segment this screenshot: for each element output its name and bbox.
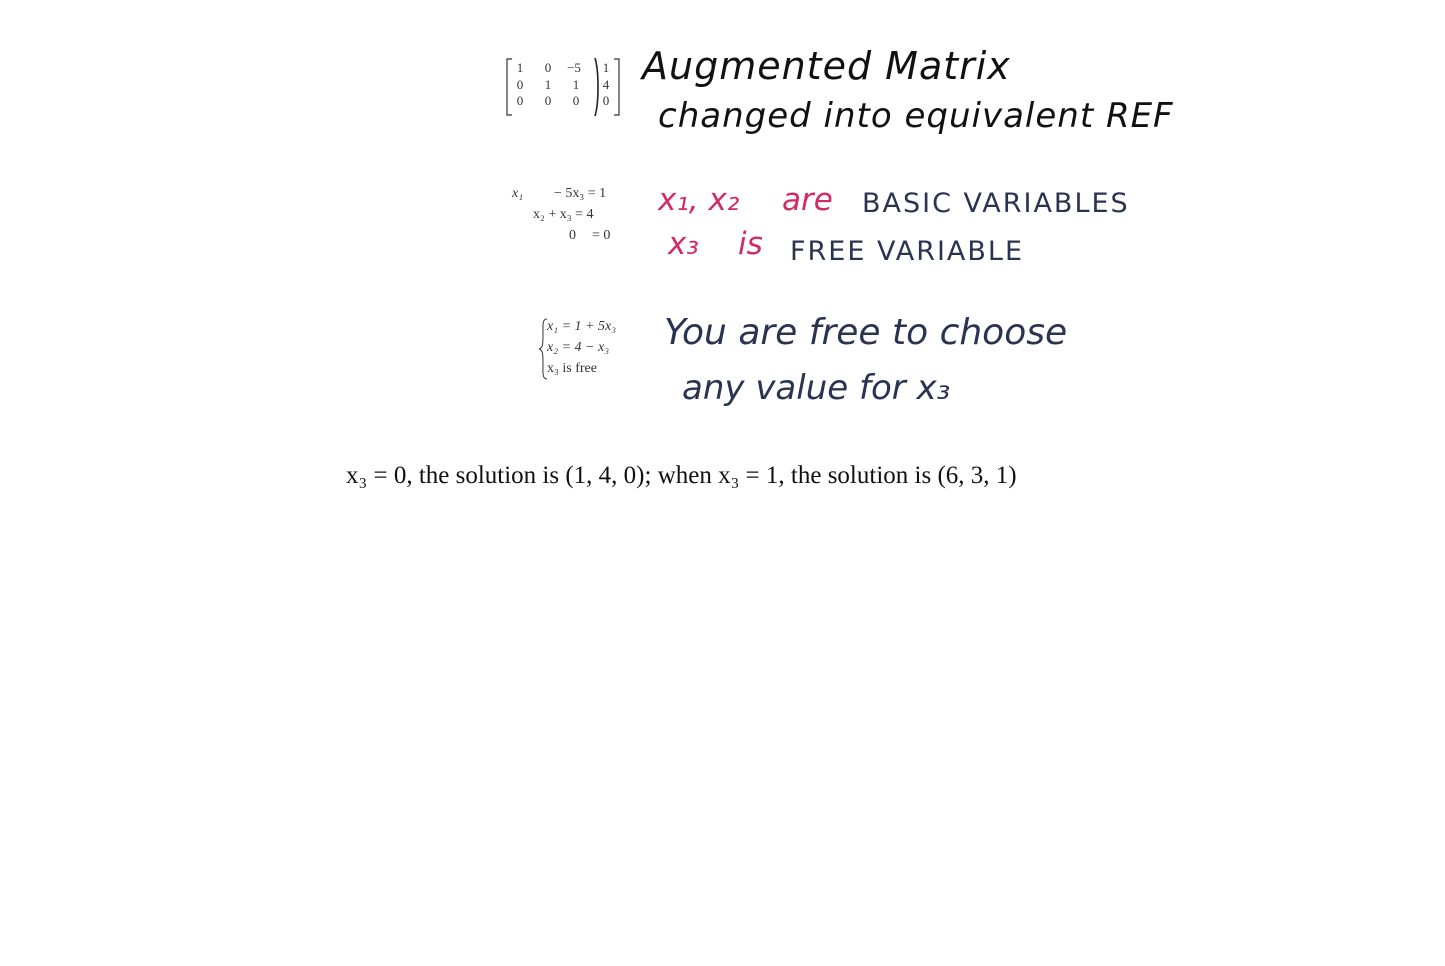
note-are: are [782, 182, 833, 218]
matrix-cell: 0 [572, 93, 580, 108]
augmented-matrix [504, 56, 622, 118]
matrix-cell: 1 [544, 77, 552, 92]
solution-sentence: x₃ = 0, the solution is (1, 4, 0); when x₃ = 1, the solution is (6, 3, 1) [346, 462, 1017, 489]
matrix-cell: 4 [602, 77, 610, 92]
matrix-cell: 0 [544, 60, 552, 75]
system-row1-rest: − 5x₃ = 1 [554, 186, 607, 201]
note-augmented-matrix: Augmented Matrix [642, 44, 1011, 88]
note-basic-variables: BASIC VARIABLES [862, 188, 1130, 219]
matrix-cell: 1 [572, 77, 580, 92]
matrix-cell: 0 [602, 93, 610, 108]
system-row1-x1: x₁ [512, 186, 524, 201]
note-is: is [738, 226, 763, 262]
note-free-to-choose: You are free to choose [664, 312, 1068, 353]
general-line3: x₃ is free [547, 361, 597, 376]
matrix-cell: −5 [567, 60, 581, 75]
general-solution [538, 318, 638, 382]
note-any-value: any value for x₃ [682, 368, 951, 408]
matrix-cell: 0 [516, 77, 524, 92]
system-row3-left: 0 [569, 228, 576, 243]
note-basic-vars: x₁, x₂ [658, 182, 740, 218]
matrix-cell: 1 [602, 60, 610, 75]
note-free-var: x₃ [668, 226, 699, 262]
matrix-cell: 0 [544, 93, 552, 108]
general-line1: x₁ = 1 + 5x₃ [547, 319, 617, 334]
general-line2: x₂ = 4 − x₃ [547, 340, 610, 355]
note-changed-into-ref: changed into equivalent REF [658, 96, 1174, 136]
system-row3-right: = 0 [592, 228, 611, 243]
note-free-variable: FREE VARIABLE [790, 236, 1025, 267]
system-row2: x₂ + x₃ = 4 [533, 207, 594, 222]
matrix-cell: 1 [516, 60, 524, 75]
matrix-cell: 0 [516, 93, 524, 108]
